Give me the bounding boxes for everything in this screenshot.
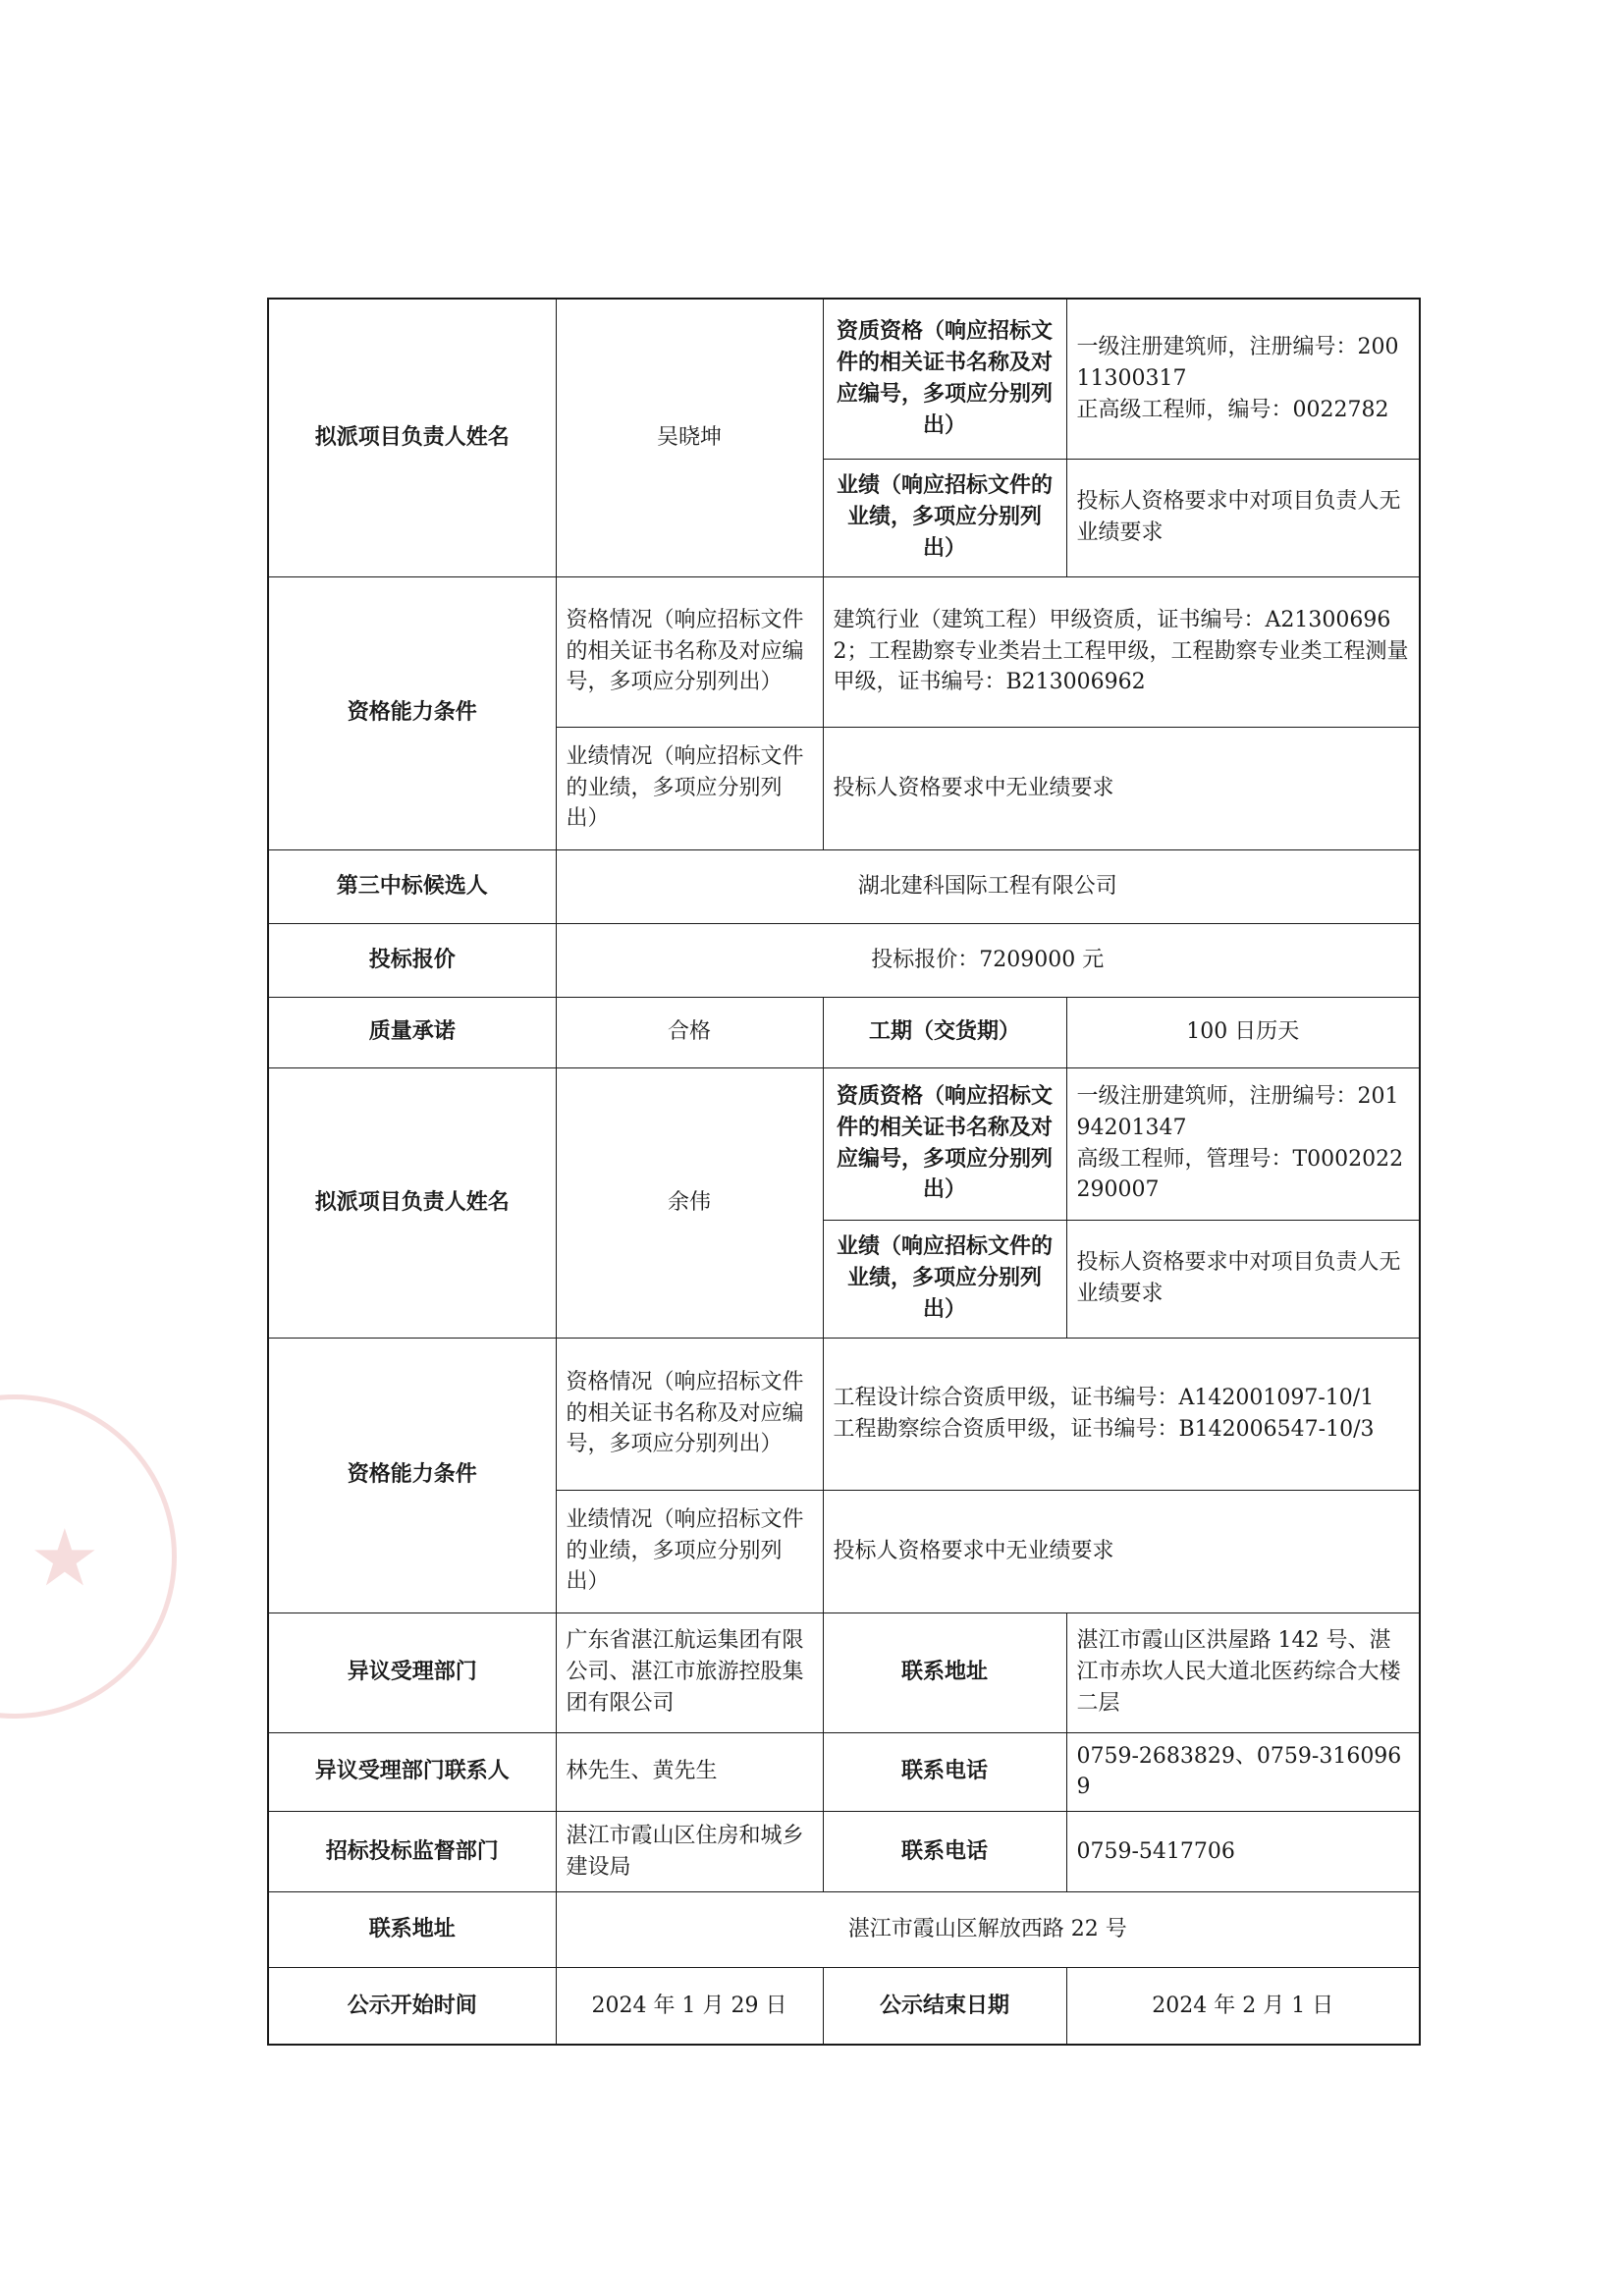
phone-label: 联系电话 [823, 1732, 1066, 1812]
table-row [268, 576, 1420, 727]
price-label: 投标报价 [268, 923, 556, 997]
address-value: 湛江市霞山区洪屋路 142 号、湛江市赤坎人民大道北医药综合大楼二层 [1066, 1613, 1420, 1732]
capability-label: 资格能力条件 [268, 576, 556, 849]
qualification-line-2: 正高级工程师，编号：0022782 [1076, 397, 1389, 422]
qualification-value [1066, 299, 1420, 459]
table-row [268, 299, 1420, 459]
table-row [268, 849, 1420, 923]
supervise-dept-value: 湛江市霞山区住房和城乡建设局 [556, 1812, 823, 1892]
capability-qualification-label: 资格情况（响应招标文件的相关证书名称及对应编号，多项应分别列出） [556, 576, 823, 727]
bid-result-table [267, 298, 1421, 2046]
quality-label: 质量承诺 [268, 997, 556, 1067]
capability-label: 资格能力条件 [268, 1338, 556, 1613]
objection-dept-value: 广东省湛江航运集团有限公司、湛江市旅游控股集团有限公司 [556, 1613, 823, 1732]
capability-qualification-value [823, 1338, 1420, 1490]
performance-value: 投标人资格要求中对项目负责人无业绩要求 [1066, 459, 1420, 576]
capability-qualification-line-1: 工程设计综合资质甲级，证书编号：A142001097-10/1 [833, 1385, 1375, 1410]
phone-value: 0759-5417706 [1066, 1812, 1420, 1892]
publicity-end-value: 2024 年 2 月 1 日 [1066, 1968, 1420, 2045]
price-value: 投标报价：7209000 元 [556, 923, 1420, 997]
table-row [268, 997, 1420, 1067]
table-row [268, 1067, 1420, 1220]
performance-value: 投标人资格要求中对项目负责人无业绩要求 [1066, 1220, 1420, 1338]
qualification-line-2: 高级工程师，管理号：T0002022290007 [1076, 1146, 1404, 1203]
performance-label: 业绩（响应招标文件的业绩，多项应分别列出） [823, 459, 1066, 576]
objection-dept-label: 异议受理部门 [268, 1613, 556, 1732]
phone-value: 0759-2683829、0759-3160969 [1066, 1732, 1420, 1812]
table-row [268, 923, 1420, 997]
capability-qualification-line-2: 工程勘察综合资质甲级，证书编号：B142006547-10/3 [833, 1416, 1375, 1442]
qualification-value [1066, 1067, 1420, 1220]
table-row [268, 1892, 1420, 1968]
qualification-label: 资质资格（响应招标文件的相关证书名称及对应编号，多项应分别列出） [823, 299, 1066, 459]
objection-contact-value: 林先生、黄先生 [556, 1732, 823, 1812]
address-label: 联系地址 [823, 1613, 1066, 1732]
capability-performance-label: 业绩情况（响应招标文件的业绩，多项应分别列出） [556, 727, 823, 849]
publicity-start-value: 2024 年 1 月 29 日 [556, 1968, 823, 2045]
capability-performance-value: 投标人资格要求中无业绩要求 [823, 727, 1420, 849]
period-label: 工期（交货期） [823, 997, 1066, 1067]
qualification-label: 资质资格（响应招标文件的相关证书名称及对应编号，多项应分别列出） [823, 1067, 1066, 1220]
capability-qualification-label: 资格情况（响应招标文件的相关证书名称及对应编号，多项应分别列出） [556, 1338, 823, 1490]
table-row [268, 1968, 1420, 2045]
phone-label: 联系电话 [823, 1812, 1066, 1892]
publicity-start-label: 公示开始时间 [268, 1968, 556, 2045]
supervise-dept-label: 招标投标监督部门 [268, 1812, 556, 1892]
candidate-label: 第三中标候选人 [268, 849, 556, 923]
table-row [268, 1338, 1420, 1490]
manager-name: 余伟 [556, 1067, 823, 1338]
objection-contact-label: 异议受理部门联系人 [268, 1732, 556, 1812]
manager-name: 吴晓坤 [556, 299, 823, 576]
supervise-address-value: 湛江市霞山区解放西路 22 号 [556, 1892, 1420, 1968]
qualification-line-1: 一级注册建筑师，注册编号：20011300317 [1076, 334, 1399, 391]
candidate-value: 湖北建科国际工程有限公司 [556, 849, 1420, 923]
supervise-address-label: 联系地址 [268, 1892, 556, 1968]
period-value: 100 日历天 [1066, 997, 1420, 1067]
stamp-star-icon: ★ [29, 1512, 100, 1604]
table-row [268, 1732, 1420, 1812]
qualification-line-1: 一级注册建筑师，注册编号：20194201347 [1076, 1083, 1399, 1140]
manager-label: 拟派项目负责人姓名 [268, 299, 556, 576]
publicity-end-label: 公示结束日期 [823, 1968, 1066, 2045]
capability-qualification-value: 建筑行业（建筑工程）甲级资质，证书编号：A213006962；工程勘察专业类岩土工程甲级，工程勘察专业类工程测量甲级，证书编号：B213006962 [823, 576, 1420, 727]
manager-label: 拟派项目负责人姓名 [268, 1067, 556, 1338]
quality-value: 合格 [556, 997, 823, 1067]
capability-performance-label: 业绩情况（响应招标文件的业绩，多项应分别列出） [556, 1490, 823, 1613]
table-row [268, 1812, 1420, 1892]
performance-label: 业绩（响应招标文件的业绩，多项应分别列出） [823, 1220, 1066, 1338]
capability-performance-value: 投标人资格要求中无业绩要求 [823, 1490, 1420, 1613]
table-row [268, 1613, 1420, 1732]
